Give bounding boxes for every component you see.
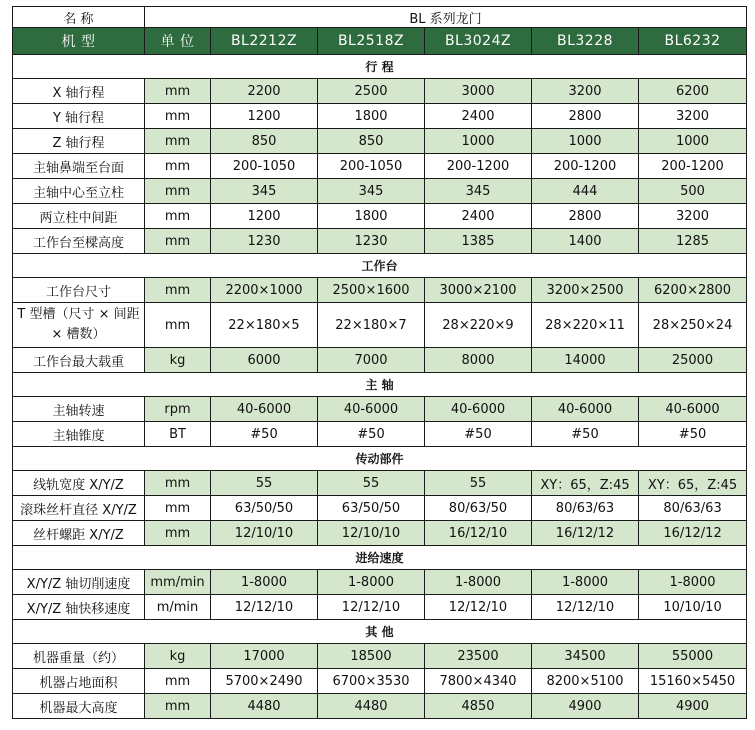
spec-row <box>13 179 747 204</box>
spec-row <box>13 204 747 229</box>
spec-value: 1800 <box>318 104 425 129</box>
spec-unit: mm <box>145 694 211 719</box>
spec-value: 6700×3530 <box>318 669 425 694</box>
spec-value: 1000 <box>639 129 747 154</box>
spec-value: 40-6000 <box>425 397 532 422</box>
spec-value: 6200×2800 <box>639 278 747 303</box>
section-title: 行 程 <box>13 55 747 79</box>
spec-value: 16/12/10 <box>425 521 532 546</box>
spec-value: 2400 <box>425 104 532 129</box>
spec-value: 1-8000 <box>425 570 532 595</box>
spec-value: 200-1200 <box>425 154 532 179</box>
spec-label: 主轴中心至立柱 <box>13 179 145 204</box>
spec-value: 12/10/10 <box>211 521 318 546</box>
spec-label: 两立柱中间距 <box>13 204 145 229</box>
spec-value: 4480 <box>211 694 318 719</box>
spec-value: 40-6000 <box>211 397 318 422</box>
spec-value: 6000 <box>211 348 318 373</box>
spec-unit: mm/min <box>145 570 211 595</box>
spec-value: 1-8000 <box>639 570 747 595</box>
spec-value: 1200 <box>211 104 318 129</box>
section-row <box>13 254 747 278</box>
spec-unit: mm <box>145 471 211 496</box>
spec-label: 线轨宽度 X/Y/Z <box>13 471 145 496</box>
spec-row <box>13 471 747 496</box>
spec-value: XY：65，Z:45 <box>639 471 747 496</box>
spec-value: 40-6000 <box>532 397 639 422</box>
spec-value: 4850 <box>425 694 532 719</box>
spec-value: 1230 <box>318 229 425 254</box>
spec-unit: mm <box>145 278 211 303</box>
spec-value: 28×250×24 <box>639 303 747 348</box>
spec-unit: BT <box>145 422 211 447</box>
spec-table-body <box>13 7 747 719</box>
spec-value: 40-6000 <box>639 397 747 422</box>
spec-value: 12/12/10 <box>318 595 425 620</box>
spec-unit: mm <box>145 154 211 179</box>
spec-value: 3200 <box>639 204 747 229</box>
spec-row <box>13 521 747 546</box>
spec-value: 34500 <box>532 644 639 669</box>
spec-row <box>13 570 747 595</box>
spec-unit: mm <box>145 104 211 129</box>
section-title: 传动部件 <box>13 447 747 471</box>
spec-value: 28×220×9 <box>425 303 532 348</box>
spec-value: 2200 <box>211 79 318 104</box>
spec-value: 22×180×7 <box>318 303 425 348</box>
model-name: BL6232 <box>639 28 747 55</box>
spec-label: 工作台最大载重 <box>13 348 145 373</box>
spec-value: 2500 <box>318 79 425 104</box>
spec-value: #50 <box>211 422 318 447</box>
spec-value: 1400 <box>532 229 639 254</box>
spec-label: X/Y/Z 轴快移速度 <box>13 595 145 620</box>
spec-value: 55 <box>425 471 532 496</box>
spec-value: 200-1050 <box>318 154 425 179</box>
spec-value: 2800 <box>532 104 639 129</box>
spec-value: 200-1200 <box>532 154 639 179</box>
section-row <box>13 620 747 644</box>
spec-label: 丝杆螺距 X/Y/Z <box>13 521 145 546</box>
spec-value: 12/10/10 <box>318 521 425 546</box>
spec-label: 滚珠丝杆直径 X/Y/Z <box>13 496 145 521</box>
model-name: BL3024Z <box>425 28 532 55</box>
spec-value: 2500×1600 <box>318 278 425 303</box>
spec-value: 444 <box>532 179 639 204</box>
spec-value: 7800×4340 <box>425 669 532 694</box>
spec-value: 25000 <box>639 348 747 373</box>
spec-row <box>13 595 747 620</box>
spec-value: 63/50/50 <box>318 496 425 521</box>
spec-value: 1385 <box>425 229 532 254</box>
spec-value: #50 <box>425 422 532 447</box>
spec-row <box>13 129 747 154</box>
spec-label: X/Y/Z 轴切削速度 <box>13 570 145 595</box>
spec-value: 2400 <box>425 204 532 229</box>
spec-value: 1000 <box>532 129 639 154</box>
spec-value: 80/63/63 <box>532 496 639 521</box>
spec-row <box>13 79 747 104</box>
spec-label: 机器最大高度 <box>13 694 145 719</box>
spec-value: 1800 <box>318 204 425 229</box>
spec-label: 工作台尺寸 <box>13 278 145 303</box>
spec-value: #50 <box>318 422 425 447</box>
spec-unit: m/min <box>145 595 211 620</box>
spec-value: #50 <box>639 422 747 447</box>
spec-value: 12/12/10 <box>211 595 318 620</box>
spec-value: 7000 <box>318 348 425 373</box>
spec-value: 18500 <box>318 644 425 669</box>
spec-label: 机器重量（约） <box>13 644 145 669</box>
spec-value: 345 <box>425 179 532 204</box>
spec-value: 55 <box>211 471 318 496</box>
spec-unit: mm <box>145 669 211 694</box>
spec-row <box>13 694 747 719</box>
spec-value: 1-8000 <box>532 570 639 595</box>
spec-row <box>13 104 747 129</box>
spec-value: 15160×5450 <box>639 669 747 694</box>
spec-value: 200-1050 <box>211 154 318 179</box>
spec-unit: kg <box>145 348 211 373</box>
spec-value: 2800 <box>532 204 639 229</box>
spec-row <box>13 154 747 179</box>
spec-row <box>13 496 747 521</box>
spec-row <box>13 303 747 348</box>
spec-value: 28×220×11 <box>532 303 639 348</box>
spec-value: 12/12/10 <box>425 595 532 620</box>
spec-value: 500 <box>639 179 747 204</box>
spec-value: 3200 <box>532 79 639 104</box>
spec-value: 1-8000 <box>318 570 425 595</box>
spec-row <box>13 422 747 447</box>
spec-unit: mm <box>145 179 211 204</box>
spec-value: 1285 <box>639 229 747 254</box>
spec-value: 850 <box>211 129 318 154</box>
section-row <box>13 447 747 471</box>
spec-row <box>13 669 747 694</box>
spec-value: 345 <box>318 179 425 204</box>
spec-unit: mm <box>145 79 211 104</box>
spec-label: 主轴锥度 <box>13 422 145 447</box>
spec-value: 3000 <box>425 79 532 104</box>
spec-unit: mm <box>145 496 211 521</box>
spec-value: 80/63/50 <box>425 496 532 521</box>
spec-value: 1-8000 <box>211 570 318 595</box>
model-name: BL2518Z <box>318 28 425 55</box>
spec-label: X 轴行程 <box>13 79 145 104</box>
section-row <box>13 373 747 397</box>
spec-value: 55 <box>318 471 425 496</box>
spec-label: Y 轴行程 <box>13 104 145 129</box>
spec-value: 1230 <box>211 229 318 254</box>
spec-value: 8000 <box>425 348 532 373</box>
spec-value: 17000 <box>211 644 318 669</box>
spec-value: #50 <box>532 422 639 447</box>
spec-value: 14000 <box>532 348 639 373</box>
spec-label: Z 轴行程 <box>13 129 145 154</box>
spec-value: 4900 <box>532 694 639 719</box>
spec-value: 12/12/10 <box>532 595 639 620</box>
spec-value: 200-1200 <box>639 154 747 179</box>
section-title: 其 他 <box>13 620 747 644</box>
spec-value: 40-6000 <box>318 397 425 422</box>
spec-value: 63/50/50 <box>211 496 318 521</box>
spec-unit: mm <box>145 229 211 254</box>
spec-value: 4900 <box>639 694 747 719</box>
spec-label: 工作台至樑高度 <box>13 229 145 254</box>
spec-value: XY：65，Z:45 <box>532 471 639 496</box>
spec-value: 22×180×5 <box>211 303 318 348</box>
spec-value: 4480 <box>318 694 425 719</box>
spec-value: 850 <box>318 129 425 154</box>
section-title: 进给速度 <box>13 546 747 570</box>
spec-row <box>13 397 747 422</box>
section-title: 主 轴 <box>13 373 747 397</box>
spec-unit: mm <box>145 129 211 154</box>
spec-value: 16/12/12 <box>639 521 747 546</box>
model-name: BL3228 <box>532 28 639 55</box>
spec-row <box>13 229 747 254</box>
spec-unit: mm <box>145 204 211 229</box>
spec-value: 80/63/63 <box>639 496 747 521</box>
section-row <box>13 546 747 570</box>
spec-value: 10/10/10 <box>639 595 747 620</box>
series-title: BL 系列龙门 <box>145 7 747 28</box>
spec-table <box>12 6 747 719</box>
spec-row <box>13 644 747 669</box>
spec-unit: mm <box>145 303 211 348</box>
model-name: BL2212Z <box>211 28 318 55</box>
spec-value: 6200 <box>639 79 747 104</box>
spec-unit: rpm <box>145 397 211 422</box>
unit-label: 单 位 <box>145 28 211 55</box>
spec-value: 1000 <box>425 129 532 154</box>
spec-row <box>13 278 747 303</box>
spec-label: 主轴转速 <box>13 397 145 422</box>
spec-value: 345 <box>211 179 318 204</box>
title-row <box>13 7 747 28</box>
spec-value: 3200 <box>639 104 747 129</box>
spec-unit: kg <box>145 644 211 669</box>
spec-value: 16/12/12 <box>532 521 639 546</box>
spec-value: 2200×1000 <box>211 278 318 303</box>
model-header-row <box>13 28 747 55</box>
spec-label: 机器占地面积 <box>13 669 145 694</box>
spec-value: 3000×2100 <box>425 278 532 303</box>
spec-value: 3200×2500 <box>532 278 639 303</box>
spec-row <box>13 348 747 373</box>
name-label: 名 称 <box>13 7 145 28</box>
model-label: 机 型 <box>13 28 145 55</box>
spec-value: 1200 <box>211 204 318 229</box>
spec-value: 23500 <box>425 644 532 669</box>
section-row <box>13 55 747 79</box>
spec-value: 5700×2490 <box>211 669 318 694</box>
section-title: 工作台 <box>13 254 747 278</box>
spec-value: 8200×5100 <box>532 669 639 694</box>
spec-value: 55000 <box>639 644 747 669</box>
spec-label: T 型槽（尺寸 × 间距 × 槽数） <box>13 303 145 348</box>
spec-label: 主轴鼻端至台面 <box>13 154 145 179</box>
spec-unit: mm <box>145 521 211 546</box>
